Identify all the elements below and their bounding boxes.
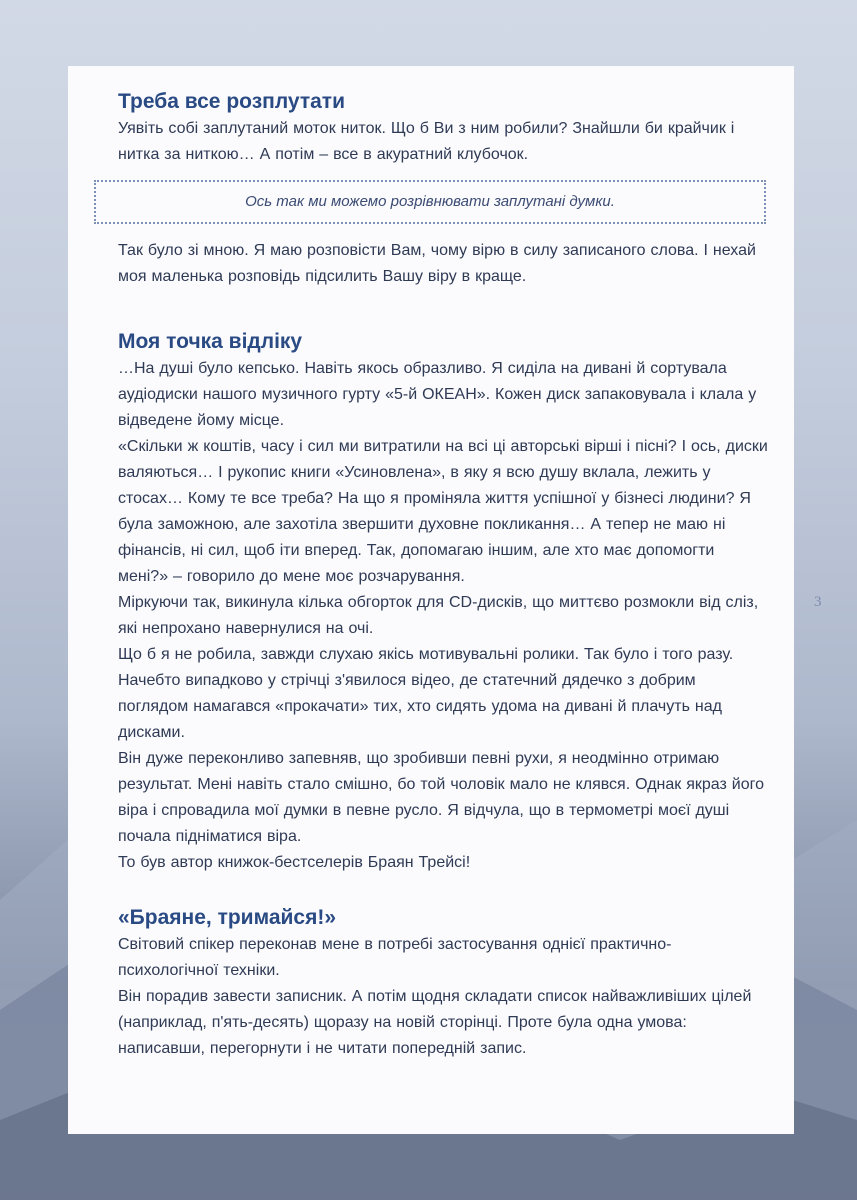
content-panel: [68, 66, 794, 1134]
paragraph: Він порадив завести записник. А потім щодня складати список найважливіших цілей (наприклад, п'ять-десять) щоразу на новій сторінці. Проте була одна умова: написавши, перегорнути і не читати попередній запис.: [118, 988, 752, 1057]
paragraph: Що б я не робила, завжди слухаю якісь мотивувальні ролики. Так було і того разу. Начебто випадково у стрічці з'явилося відео, де статечний дядечко з добрим поглядом намагався «прокачати» тих, хто сидять удома на дивані й плачуть над дисками.: [118, 646, 734, 741]
paragraph: Він дуже переконливо запевняв, що зробивши певні рухи, я неодмінно отримаю результат. Мені навіть стало смішно, бо той чоловік мало не клявся. Однак якраз його віра і спровадила мої думки в певне русло. Я відчула, що в термометрі моєї душі почала підніматися віра.: [118, 750, 764, 845]
section-heading: Моя точка відліку: [118, 330, 303, 353]
paragraph: …На душі було кепсько. Навіть якось образливо. Я сиділа на дивані й сортувала аудіодиски нашого музичного гурту «5-й ОКЕАН». Кожен диск запаковувала і клала у відведене йому місце.: [118, 360, 757, 429]
paragraph: То був автор книжок-бестселерів Браян Трейсі!: [118, 854, 471, 871]
paragraph: Міркуючи так, викинула кілька обгорток для CD-дисків, що миттєво розмокли від сліз, які непрохано навернулися на очі.: [118, 594, 759, 637]
section-heading: Треба все розплутати: [118, 90, 345, 113]
callout-box: Ось так ми можемо розрівнювати заплутані думки.: [94, 180, 766, 224]
paragraph: Уявіть собі заплутаний моток ниток. Що б Ви з ним робили? Знайшли би крайчик і нитка за ниткою… А потім – все в акуратний клубочок.: [118, 120, 735, 163]
paragraph: Так було зі мною. Я маю розповісти Вам, чому вірю в силу записаного слова. І нехай моя маленька розповідь підсилить Вашу віру в краще.: [118, 242, 756, 285]
paragraph: Світовий спікер переконав мене в потребі застосування однієї практично-психологічної техніки.: [118, 936, 672, 979]
page-number: 3: [814, 594, 822, 610]
section-heading: «Браяне, тримайся!»: [118, 906, 337, 929]
paragraph: «Скільки ж коштів, часу і сил ми витратили на всі ці авторські вірші і пісні? І ось, диски валяються… І рукопис книги «Усиновлена», в яку я всю душу вклала, лежить у стосах… Кому те все треба? На що я проміняла життя успішної у бізнесі людини? Я була заможною, але захотіла звершити духовне покликання… А тепер не маю ні фінансів, ні сил, щоб іти вперед. Так, допомагаю іншим, але хто має допомогти мені?» – говорило до мене моє розчарування.: [118, 438, 768, 585]
